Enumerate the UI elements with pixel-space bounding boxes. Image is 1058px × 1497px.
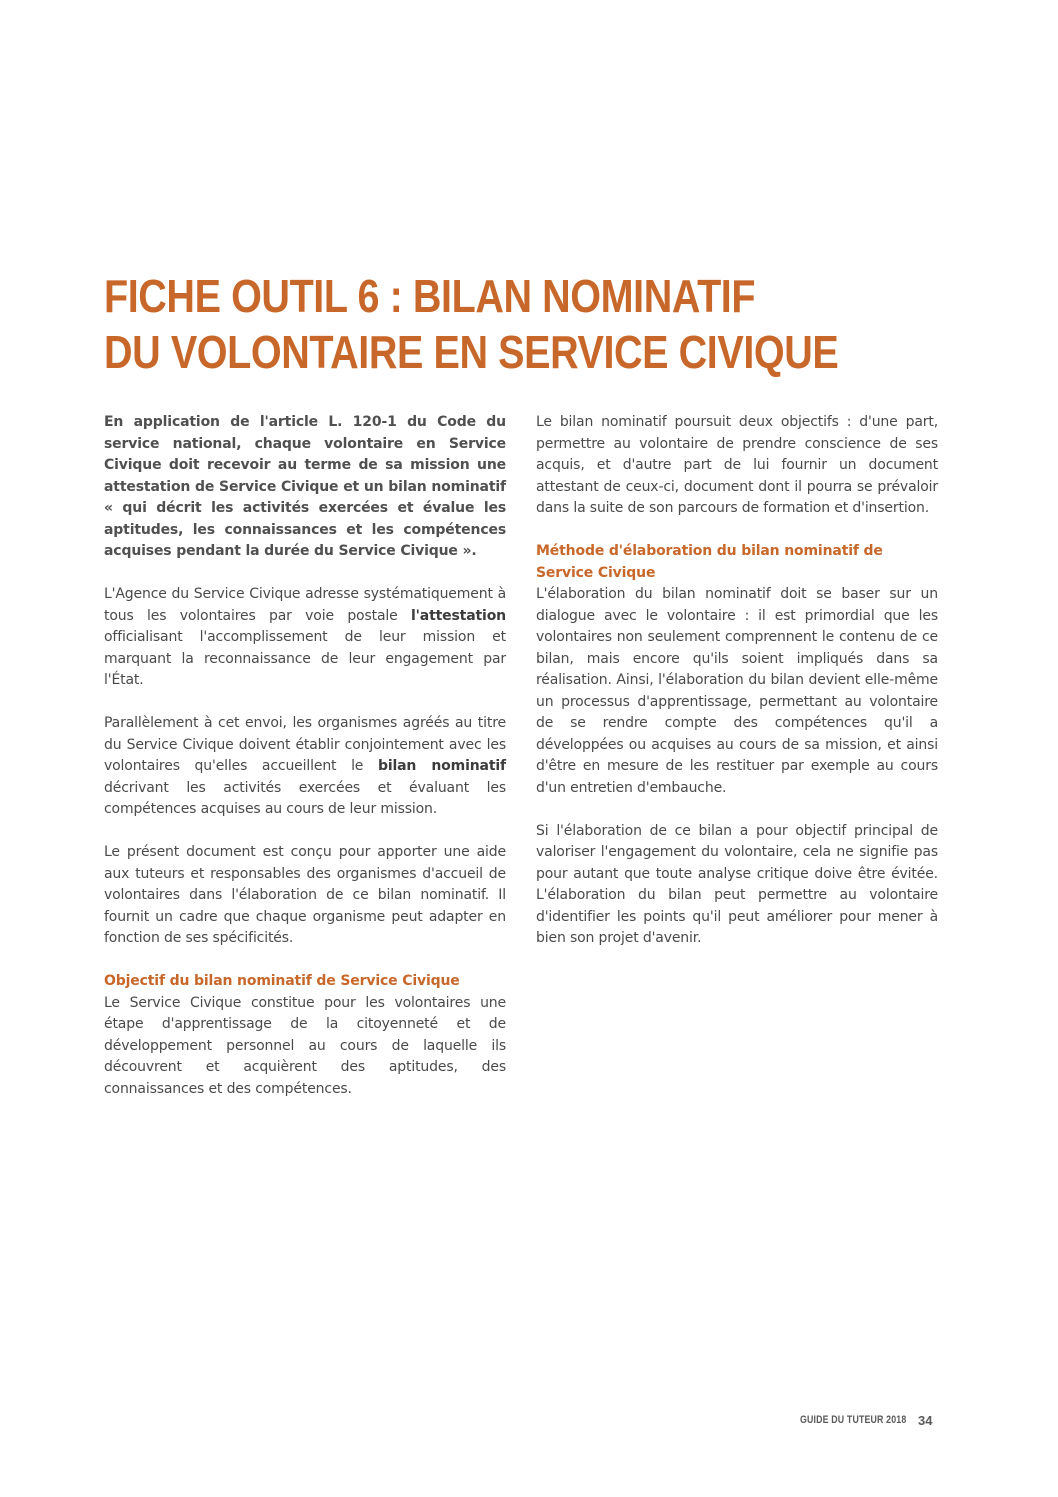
footer-guide-label: GUIDE DU TUTEUR 2018 xyxy=(800,1414,907,1426)
critique-paragraph: Si l'élaboration de ce bilan a pour objectif principal de valoriser l'engagement du volontaire, cela ne signifie pas pour autant que toute analyse critique doive être évitée. L'élaboration du bilan peut permettre au volontaire d'identifier les points qu'il peut améliorer pour mener à bien son projet d'avenir. xyxy=(536,822,938,946)
document-purpose-paragraph: Le présent document est conçu pour apporter une aide aux tuteurs et responsables des organismes d'accueil de volontaires dans l'élaboration de ce bilan nominatif. Il fournit un cadre que chaque organisme peut adapter en fonction de ses spécificités. xyxy=(104,844,506,946)
methode-paragraph: L'élaboration du bilan nominatif doit se baser sur un dialogue avec le volontaire : il est primordial que les volontaires non seulement comprennent le contenu de ce bilan, mais encore qu'ils soient impliqués dans sa réalisation. Ainsi, l'élaboration du bilan devient elle-même un processus d'apprentissage, permettant au volontaire de se rendre compte des compétences qu'il a développées ou acquises au cours de sa mission, et ainsi d'être en mesure de les restituer par exemple au cours d'un entretien d'embauche. xyxy=(536,586,938,796)
page-title-line-1: FICHE OUTIL 6 : BILAN NOMINATIF xyxy=(104,270,756,322)
objectives-paragraph: Le bilan nominatif poursuit deux objectifs : d'une part, permettre au volontaire de prendre conscience de ses acquis, et d'autre part de lui fournir un document attestant de ceux-ci, document dont il pourra se prévaloir dans la suite de son parcours de formation et d'insertion. xyxy=(536,414,938,516)
attestation-paragraph-text-after: officialisant l'accomplissement de leur mission et marquant la reconnaissance de leur engagement par l'État. xyxy=(104,629,506,688)
page-footer xyxy=(800,1414,933,1426)
page-number: 34 xyxy=(918,1413,933,1428)
objectif-paragraph: Le Service Civique constitue pour les volontaires une étape d'apprentissage de la citoyenneté et de développement personnel au cours de laquelle ils découvrent et acquièrent des aptitudes, des connaissances et des compétences. xyxy=(104,994,506,1097)
page-title-line-2: DU VOLONTAIRE EN SERVICE CIVIQUE xyxy=(104,326,839,378)
section-heading-methode: Méthode d'élaboration du bilan nominatif de Service Civique xyxy=(536,543,883,581)
bilan-paragraph xyxy=(104,713,506,821)
left-column xyxy=(104,412,506,1122)
attestation-bold: l'attestation xyxy=(410,607,506,624)
bilan-paragraph-text-before: Parallèlement à cet envoi, les organismes agréés au titre du Service Civique doivent établir conjointement avec les volontaires qu'elles accueillent le xyxy=(104,715,506,774)
page-title xyxy=(104,268,839,380)
section-heading-objectif: Objectif du bilan nominatif de Service Civique xyxy=(104,973,460,989)
bilan-nominatif-bold: bilan nominatif xyxy=(377,758,506,774)
attestation-paragraph xyxy=(104,584,506,692)
attestation-paragraph-text-before: L'Agence du Service Civique adresse systématiquement à tous les volontaires par voie postale xyxy=(104,586,506,624)
intro-paragraph: En application de l'article L. 120-1 du Code du service national, chaque volontaire en Service Civique doit recevoir au terme de sa mission une attestation de Service Civique et un bilan nominatif « qui décrit les activités exercées et évalue les aptitudes, les connaissances et les compétences acquises pendant la durée du Service Civique ». xyxy=(104,414,506,559)
right-column xyxy=(536,412,938,971)
bilan-paragraph-text-after: décrivant les activités exercées et évaluant les compétences acquises au cours de leur mission. xyxy=(104,779,506,817)
